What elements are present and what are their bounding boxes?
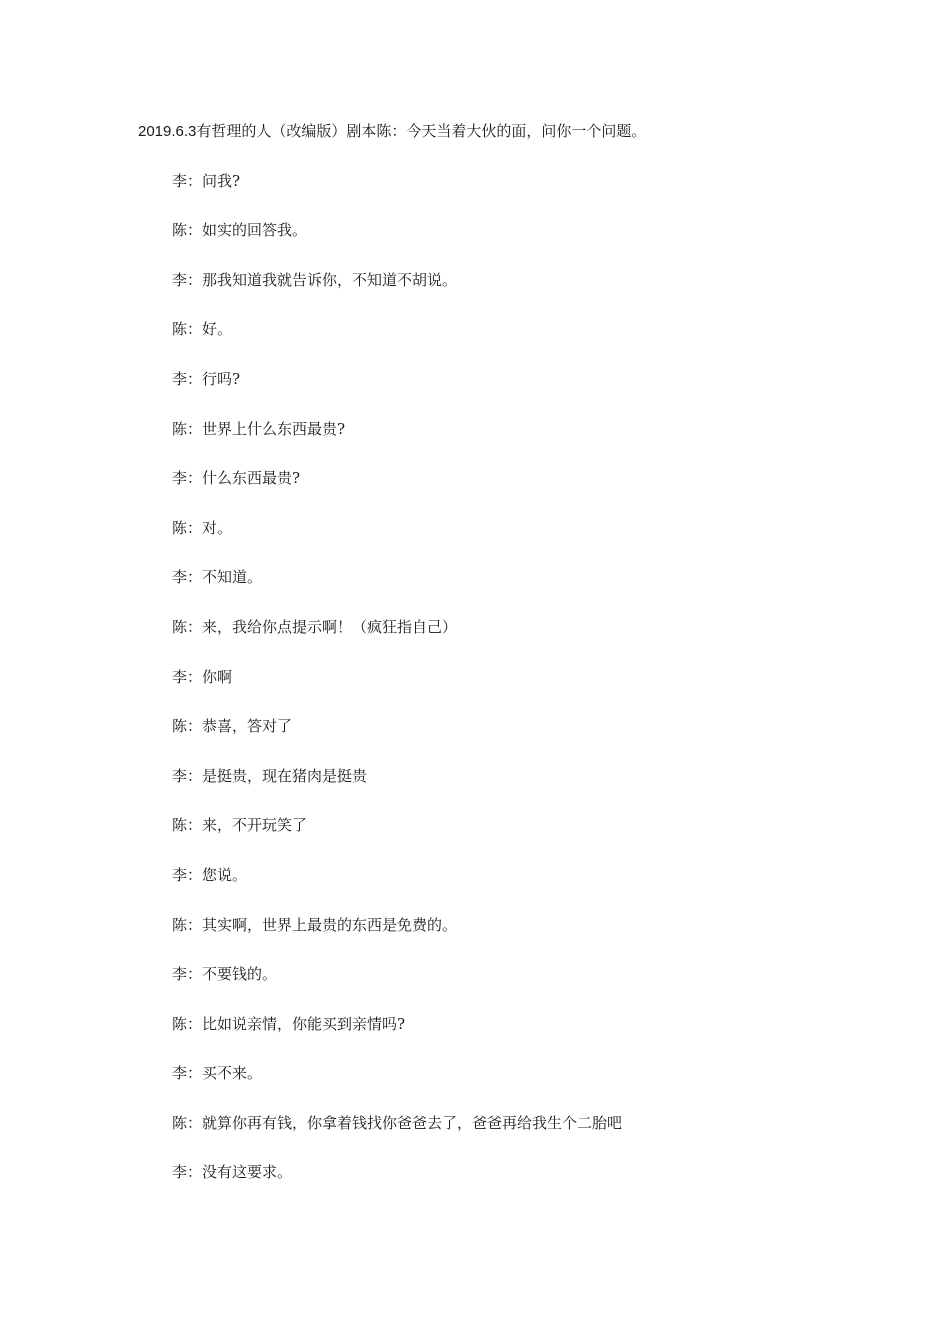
dialogue-line: 李：你啊	[172, 667, 233, 686]
document-first-line	[138, 120, 838, 142]
dialogue-line: 李：买不来。	[172, 1064, 263, 1083]
dialogue-line: 陈：恭喜，答对了	[172, 717, 293, 736]
dialogue-line: 李：问我?	[172, 171, 241, 190]
dialogue-line: 陈：世界上什么东西最贵?	[172, 419, 346, 438]
dialogue-line: 李：行吗?	[172, 369, 241, 388]
dialogue-list	[138, 170, 838, 1184]
dialogue-line: 陈：来，我给你点提示啊！（疯狂指自己）	[172, 617, 458, 636]
dialogue-line-opening: 陈：今天当着大伙的面，问你一个问题。	[376, 122, 647, 140]
document-body	[138, 120, 838, 1183]
dialogue-line: 陈：好。	[172, 320, 233, 339]
dialogue-line: 李：您说。	[172, 865, 248, 884]
document-date: 2019.6.3	[138, 123, 197, 140]
dialogue-line: 李：那我知道我就告诉你，不知道不胡说。	[172, 270, 458, 289]
dialogue-line: 陈：对。	[172, 518, 233, 537]
dialogue-line: 陈：就算你再有钱，你拿着钱找你爸爸去了，爸爸再给我生个二胎吧	[172, 1113, 623, 1132]
dialogue-line: 李：没有这要求。	[172, 1163, 293, 1182]
dialogue-line: 李：是挺贵，现在猪肉是挺贵	[172, 766, 368, 785]
dialogue-line: 陈：如实的回答我。	[172, 221, 308, 240]
dialogue-line: 李：什么东西最贵?	[172, 469, 301, 488]
dialogue-line: 陈：其实啊，世界上最贵的东西是免费的。	[172, 915, 458, 934]
dialogue-line: 李：不要钱的。	[172, 965, 278, 984]
document-heading: 有哲理的人（改编版）剧本	[196, 122, 377, 140]
dialogue-line: 李：不知道。	[172, 568, 263, 587]
dialogue-line: 陈：来，不开玩笑了	[172, 816, 308, 835]
dialogue-line: 陈：比如说亲情，你能买到亲情吗?	[172, 1014, 406, 1033]
